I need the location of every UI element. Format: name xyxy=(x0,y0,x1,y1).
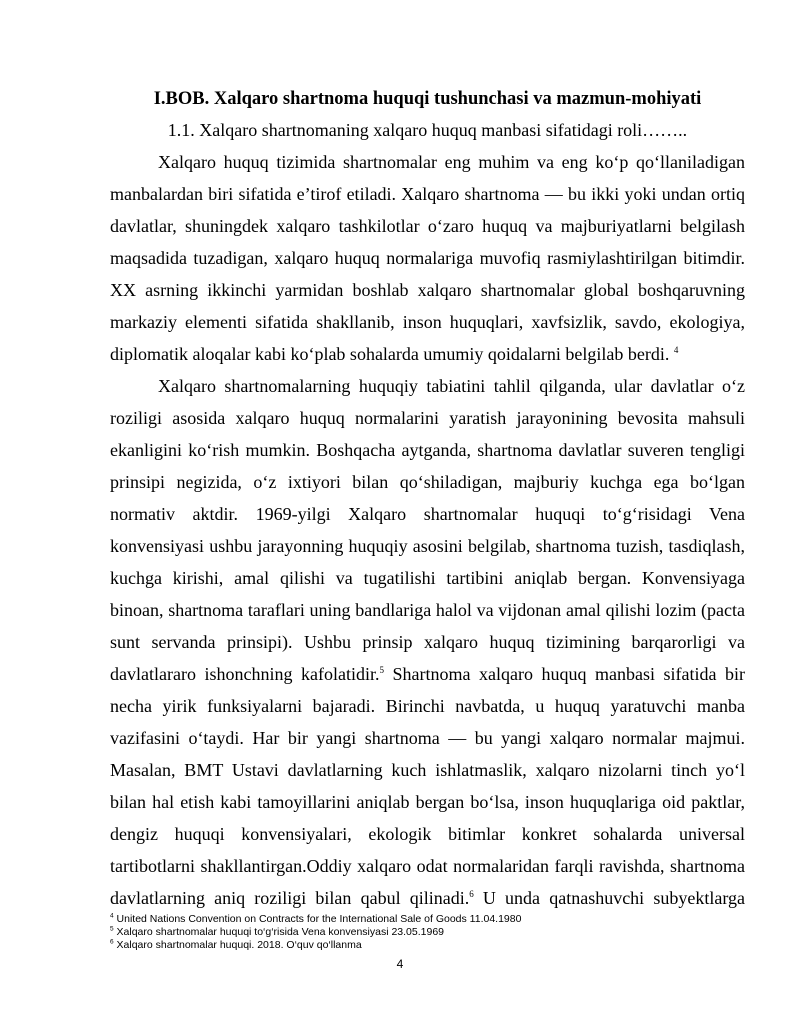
line-text: diplomatik aloqalar kabi ko‘plab sohalarda umumiy qoidalarni belgilab berdi. xyxy=(110,344,674,364)
section-title: 1.1. Xalqaro shartnomaning xalqaro huquq manbasi sifatidagi roli…….. xyxy=(167,120,688,140)
footnote-ref-6: 6 xyxy=(469,889,474,899)
paragraph-line: binoan, shartnoma taraflari uning bandlariga halol va vijdonan amal qilishi lozim (pacta xyxy=(110,600,745,620)
paragraph-line: konvensiyasi ushbu jarayonning huquqiy asosini belgilab, shartnoma tuzish, tasdiqlash, xyxy=(110,536,745,556)
paragraph-line: dengiz huquqi konvensiyalari, ekologik bitimlar konkret sohalarda universal xyxy=(110,824,745,844)
paragraph-line: manbalardan biri sifatida e’tirof etiladi. Xalqaro shartnoma — bu ikki yoki undan ortiq xyxy=(110,184,745,204)
paragraph-line: Masalan, BMT Ustavi davlatlarning kuch ishlatmaslik, xalqaro nizolarni tinch yo‘l xyxy=(110,760,745,780)
chapter-title: I.BOB. Xalqaro shartnoma huquqi tushunchasi va mazmun-mohiyati xyxy=(153,89,702,109)
paragraph-line xyxy=(110,886,745,910)
footnote-ref-4: 4 xyxy=(673,345,679,355)
paragraph-line: davlatlar, shuningdek xalqaro tashkilotlar o‘zaro huquq va majburiyatlarni belgilash xyxy=(110,216,745,236)
paragraph-line: sunt servanda prinsipi). Ushbu prinsip xalqaro huquq tizimining barqarorligi va xyxy=(110,632,745,652)
paragraph-line: XX asrning ikkinchi yarmidan boshlab xalqaro shartnomalar global boshqaruvning xyxy=(110,280,745,300)
paragraph-line: Xalqaro huquq tizimida shartnomalar eng muhim va eng ko‘p qo‘llaniladigan xyxy=(158,152,745,172)
paragraph-line: markaziy elementi sifatida shakllanib, inson huquqlari, xavfsizlik, savdo, ekologiya, xyxy=(110,312,745,332)
paragraph-line: maqsadida tuzadigan, xalqaro huquq normalariga muvofiq rasmiylashtirilgan bitimdir. xyxy=(110,248,745,268)
footnote-6 xyxy=(110,939,750,952)
paragraph-line: ekanligini ko‘rish mumkin. Boshqacha aytganda, shartnoma davlatlar suveren tengligi xyxy=(110,440,745,460)
paragraph-line: necha yirik funksiyalarni bajaradi. Birinchi navbatda, u huquq yaratuvchi manba xyxy=(110,696,745,716)
paragraph-line: vazifasini o‘taydi. Har bir yangi shartnoma — bu yangi xalqaro normalar majmui. xyxy=(110,728,745,748)
line-text: Shartnoma xalqaro huquq manbasi sifatida bir xyxy=(383,664,746,684)
footnote-5 xyxy=(110,926,750,939)
page-number: 4 xyxy=(396,957,404,971)
line-text: U unda qatnashuvchi subyektlarga xyxy=(473,888,745,908)
paragraph-line: prinsipi negizida, o‘z ixtiyori bilan qo‘shiladigan, majburiy kuchga ega bo‘lgan xyxy=(110,472,745,492)
paragraph-line: Xalqaro shartnomalarning huquqiy tabiatini tahlil qilganda, ular davlatlar o‘z xyxy=(158,376,745,396)
footnote-text: United Nations Convention on Contracts for the International Sale of Goods 11.04.1980 xyxy=(113,913,522,925)
paragraph-line xyxy=(110,662,745,686)
footnote-mark: 4 xyxy=(110,912,114,920)
paragraph-line: tartibotlarni shakllantirgan.Oddiy xalqaro odat normalaridan farqli ravishda, shartnoma xyxy=(110,856,745,876)
footnote-text: Xalqaro shartnomalar huquqi. 2018. O‘quv qo‘llanma xyxy=(113,939,362,951)
paragraph-line: normativ aktdir. 1969-yilgi Xalqaro shartnomalar huquqi to‘g‘risidagi Vena xyxy=(110,504,745,524)
footnote-text: Xalqaro shartnomalar huquqi to‘g‘risida Vena konvensiyasi 23.05.1969 xyxy=(113,926,445,938)
paragraph-line: kuchga kirishi, amal qilishi va tugatilishi tartibini aniqlab bergan. Konvensiyaga xyxy=(110,568,745,588)
footnote-mark: 6 xyxy=(110,938,114,946)
footnote-mark: 5 xyxy=(110,925,114,933)
line-text: davlatlararo ishonchning kafolatidir. xyxy=(110,664,380,684)
footnote-ref-5: 5 xyxy=(379,665,384,675)
line-text: davlatlarning aniq roziligi bilan qabul qilinadi. xyxy=(110,888,470,908)
paragraph-line: bilan hal etish kabi tamoyillarini aniqlab bergan bo‘lsa, inson huquqlariga oid paktlar, xyxy=(110,792,745,812)
paragraph-line xyxy=(110,342,745,366)
paragraph-line: roziligi asosida xalqaro huquq normalarini yaratish jarayonining bevosita mahsuli xyxy=(110,408,745,428)
footnote-4 xyxy=(110,913,750,926)
